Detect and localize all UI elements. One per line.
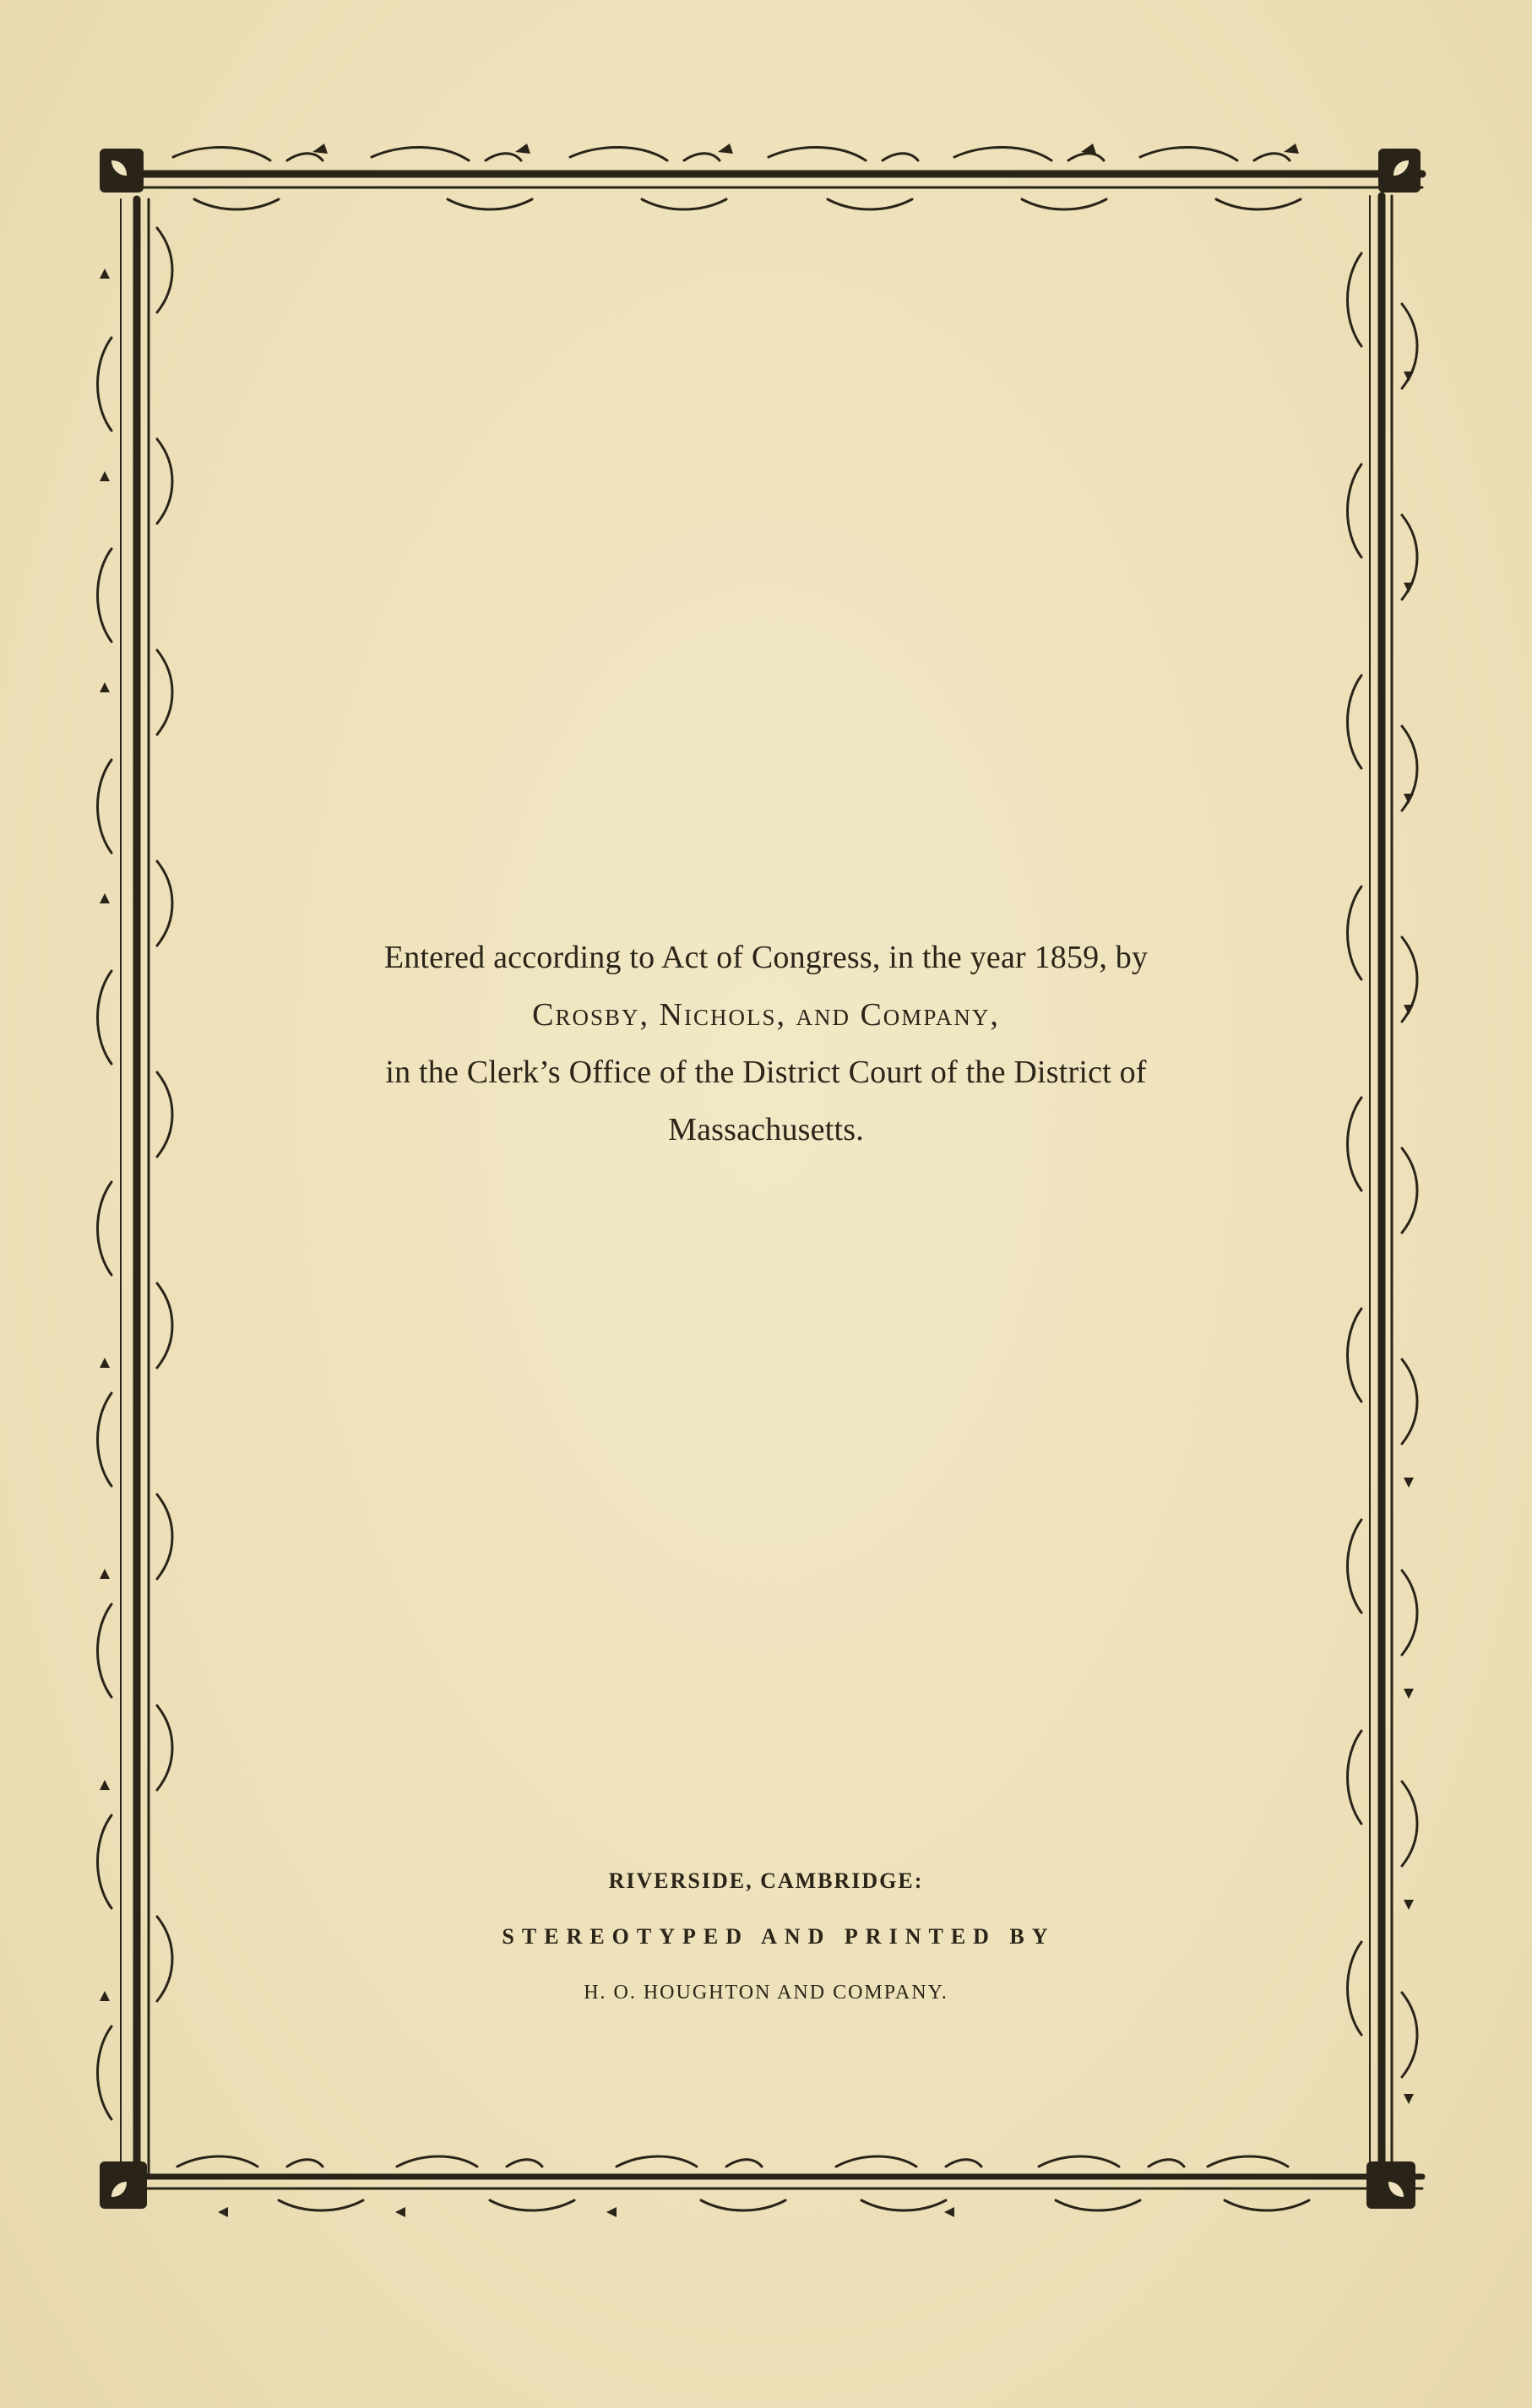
copyright-line-4: Massachusetts. (668, 1112, 864, 1147)
imprint-stereotyped: STEREOTYPED AND PRINTED BY (502, 1924, 1056, 1949)
copyright-line-3: in the Clerk’s Office of the District Court of the District of (385, 1055, 1147, 1090)
publisher-name: Crosby, Nichols, and Company, (532, 997, 1000, 1033)
printer-imprint (0, 1853, 1532, 2020)
imprint-printer: H. O. HOUGHTON AND COMPANY. (584, 1982, 948, 2004)
imprint-place: RIVERSIDE, CAMBRIDGE: (608, 1868, 924, 1893)
copyright-line-1: Entered according to Act of Congress, in the year 1859, by (383, 940, 1149, 975)
copyright-notice (0, 929, 1532, 1158)
